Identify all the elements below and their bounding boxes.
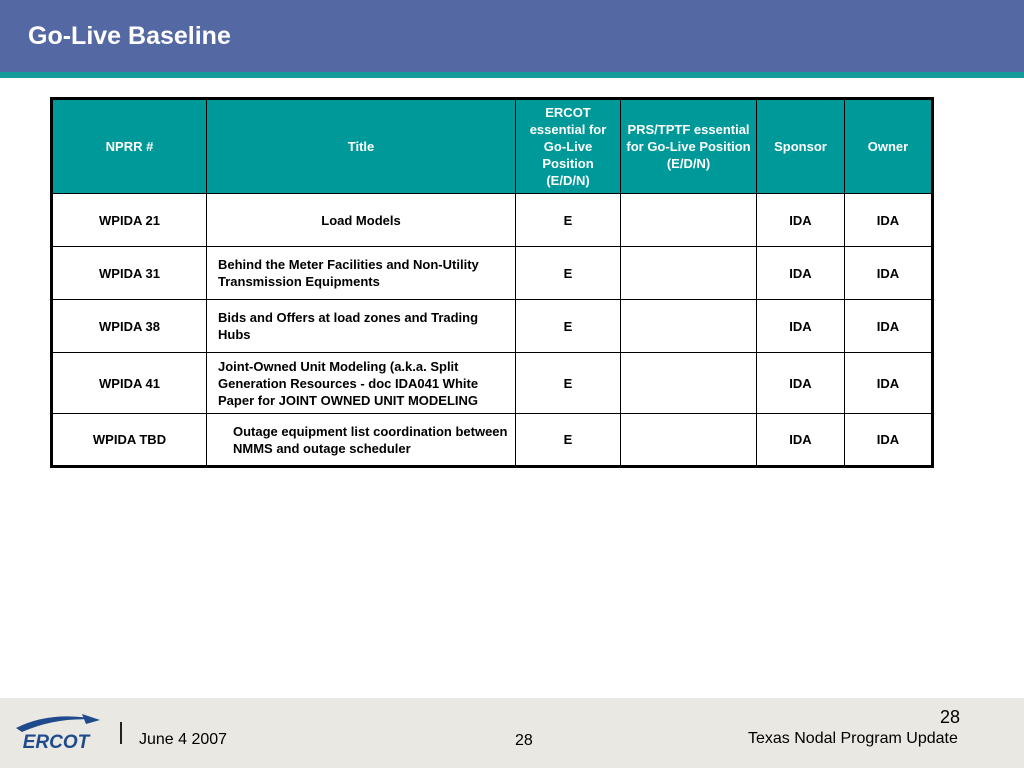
cell-ercot: E <box>516 353 621 414</box>
cell-owner: IDA <box>845 194 933 247</box>
title-underline <box>0 72 1024 78</box>
ercot-logo <box>12 708 104 754</box>
cell-title: Bids and Offers at load zones and Trading Hubs <box>207 300 516 353</box>
table-row <box>52 300 933 353</box>
cell-title: Joint-Owned Unit Modeling (a.k.a. Split Generation Resources - doc IDA041 White Paper for JOINT OWNED UNIT MODELING <box>207 353 516 414</box>
cell-nprr: WPIDA 41 <box>52 353 207 414</box>
cell-nprr: WPIDA 31 <box>52 247 207 300</box>
cell-prs <box>621 414 757 467</box>
cell-sponsor: IDA <box>757 194 845 247</box>
cell-owner: IDA <box>845 247 933 300</box>
table-row <box>52 247 933 300</box>
footer-program-name: Texas Nodal Program Update <box>748 730 958 747</box>
cell-ercot: E <box>516 300 621 353</box>
cell-sponsor: IDA <box>757 353 845 414</box>
cell-owner: IDA <box>845 414 933 467</box>
cell-prs <box>621 194 757 247</box>
cell-prs <box>621 247 757 300</box>
cell-prs <box>621 353 757 414</box>
table-row <box>52 353 933 414</box>
footer-divider <box>120 722 122 744</box>
table-row <box>52 414 933 467</box>
cell-sponsor: IDA <box>757 300 845 353</box>
footer-date: June 4 2007 <box>139 731 228 748</box>
cell-ercot: E <box>516 414 621 467</box>
footer <box>0 698 1024 768</box>
header-title: Title <box>207 99 516 194</box>
table-row <box>52 194 933 247</box>
slide-title: Go-Live Baseline <box>28 22 231 50</box>
header-sponsor: Sponsor <box>757 99 845 194</box>
cell-sponsor: IDA <box>757 414 845 467</box>
cell-nprr: WPIDA 21 <box>52 194 207 247</box>
table-header-row <box>52 99 933 194</box>
header-prs-tptf-essential: PRS/TPTF essential for Go-Live Position (E/D/N) <box>621 99 757 194</box>
slide-number: 28 <box>940 707 961 727</box>
cell-nprr: WPIDA 38 <box>52 300 207 353</box>
cell-ercot: E <box>516 194 621 247</box>
go-live-baseline-table <box>50 97 934 468</box>
cell-nprr: WPIDA TBD <box>52 414 207 467</box>
cell-title: Load Models <box>207 194 516 247</box>
cell-ercot: E <box>516 247 621 300</box>
header-owner: Owner <box>845 99 933 194</box>
cell-sponsor: IDA <box>757 247 845 300</box>
cell-title: Behind the Meter Facilities and Non-Utility Transmission Equipments <box>207 247 516 300</box>
cell-title: Outage equipment list coordination between NMMS and outage scheduler <box>207 414 516 467</box>
header-nprr: NPRR # <box>52 99 207 194</box>
cell-prs <box>621 300 757 353</box>
cell-owner: IDA <box>845 353 933 414</box>
svg-text:ERCOT: ERCOT <box>22 732 90 753</box>
header-ercot-essential: ERCOT essential for Go-Live Position (E/D/N) <box>516 99 621 194</box>
title-bar <box>0 0 1024 72</box>
footer-page-number: 28 <box>515 732 533 749</box>
cell-owner: IDA <box>845 300 933 353</box>
